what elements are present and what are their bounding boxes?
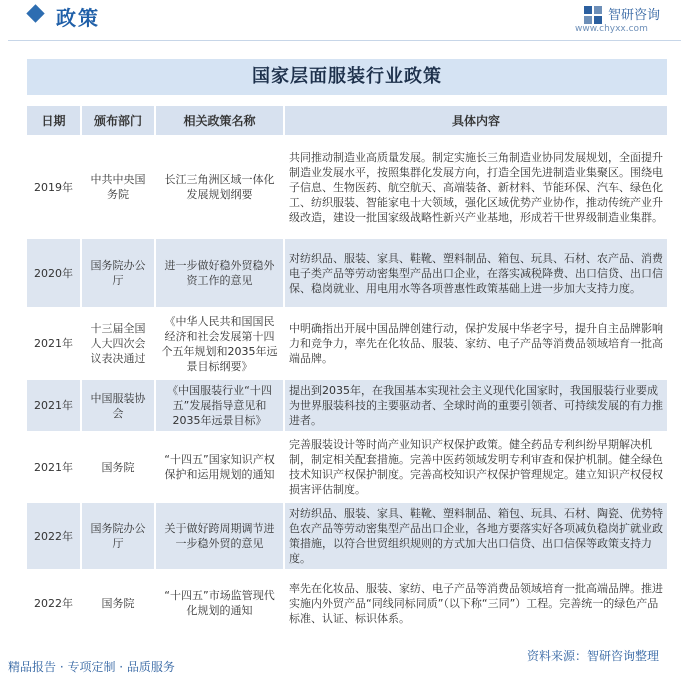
table-row [27, 310, 667, 377]
table-row [27, 380, 667, 431]
source-note: 资料来源：智研咨询整理 [527, 649, 660, 663]
header-divider [8, 40, 681, 41]
brand-name: 智研咨询 [608, 8, 661, 23]
policy-table [27, 103, 667, 637]
cell-content: 对纺织品、服装、家具、鞋靴、塑料制品、箱包、玩具、石材、陶瓷、优势特色农产品等劳动密集型产品出口企业，各地方要落实好各项减负稳岗扩就业政策措施，以符合世贸组织规则的方式加大出口信贷、出口信保等政策支持力度。 [283, 503, 667, 569]
cell-content: 完善服装设计等时尚产业知识产权保护政策。健全药品专利纠纷早期解决机制，制定相关配套措施。完善中医药领域发明专利审查和保护机制。健全绿色技术知识产权保护制度。完善高校知识产权保护管理规定。建立知识产权侵权损害评估制度。 [283, 434, 667, 500]
cell-year: 2020年 [27, 239, 80, 307]
section-title: 政策 [56, 6, 100, 30]
table-title: 国家层面服装行业政策 [252, 66, 442, 87]
column-header-policy-name: 相关政策名称 [154, 106, 283, 135]
cell-year: 2022年 [27, 572, 80, 634]
table-title-bar [27, 59, 667, 95]
cell-department: 国务院 [80, 572, 154, 634]
cell-year: 2021年 [27, 380, 80, 431]
table-row [27, 434, 667, 500]
column-header-date: 日期 [27, 106, 80, 135]
cell-policy-name: “十四五”市场监管现代化规划的通知 [154, 572, 283, 634]
cell-year: 2021年 [27, 434, 80, 500]
cell-department: 中共中央国务院 [80, 138, 154, 236]
cell-policy-name: “十四五”国家知识产权保护和运用规划的通知 [154, 434, 283, 500]
cell-content: 对纺织品、服装、家具、鞋靴、塑料制品、箱包、玩具、石材、农产品、消费电子类产品等劳动密集型产品出口企业，在落实减税降费、出口信贷、出口信保、稳岗就业、用电用水等各项普惠性政策基础上进一步加大支持力度。 [283, 239, 667, 307]
cell-content: 率先在化妆品、服装、家纺、电子产品等消费品领域培育一批高端品牌。推进实施内外贸产品“同线同标同质”（以下称“三同”）工程。完善统一的绿色产品标准、认证、标识体系。 [283, 572, 667, 634]
table-row [27, 572, 667, 634]
cell-department: 国务院 [80, 434, 154, 500]
page-header [0, 0, 689, 34]
cell-year: 2022年 [27, 503, 80, 569]
cell-policy-name: 长江三角洲区域一体化发展规划纲要 [154, 138, 283, 236]
footer-tagline: 精品报告 · 专项定制 · 品质服务 [8, 660, 175, 674]
cell-policy-name: 《中华人民共和国国民经济和社会发展第十四个五年规划和2035年远景目标纲要》 [154, 310, 283, 377]
cell-policy-name: 关于做好跨周期调节进一步稳外贸的意见 [154, 503, 283, 569]
cell-department: 十三届全国人大四次会议表决通过 [80, 310, 154, 377]
diamond-bullet-icon [26, 4, 44, 22]
cell-department: 国务院办公厅 [80, 503, 154, 569]
cell-policy-name: 《中国服装行业“十四五”发展指导意见和2035年远景目标》 [154, 380, 283, 431]
cell-policy-name: 进一步做好稳外贸稳外资工作的意见 [154, 239, 283, 307]
cell-content: 中明确指出开展中国品牌创建行动，保护发展中华老字号，提升自主品牌影响力和竞争力，率先在化妆品、服装、家纺、电子产品等消费品领域培育一批高端品牌。 [283, 310, 667, 377]
zhiyan-logo-icon [583, 5, 603, 25]
cell-content: 提出到2035年，在我国基本实现社会主义现代化国家时，我国服装行业要成为世界服装科技的主要驱动者、全球时尚的重要引领者、可持续发展的有力推进者。 [283, 380, 667, 431]
table-row [27, 239, 667, 307]
brand-url: www.chyxx.com [575, 24, 648, 34]
cell-year: 2021年 [27, 310, 80, 377]
table-row [27, 503, 667, 569]
cell-content: 共同推动制造业高质量发展。制定实施长三角制造业协同发展规划，全面提升制造业发展水平，按照集群化发展方向，打造全国先进制造业集聚区。围绕电子信息、生物医药、航空航天、高端装备、新材料、节能环保、汽车、绿色化工、纺织服装、智能家电十大领域，强化区域优势产业协作，推动传统产业升级改造，建设一批国家级战略性新兴产业基地，形成若干世界级制造业集群。 [283, 138, 667, 236]
cell-year: 2019年 [27, 138, 80, 236]
cell-department: 国务院办公厅 [80, 239, 154, 307]
column-header-content: 具体内容 [283, 106, 667, 135]
table-row [27, 138, 667, 236]
cell-department: 中国服装协会 [80, 380, 154, 431]
column-header-department: 颁布部门 [80, 106, 154, 135]
table-header-row [27, 106, 667, 135]
